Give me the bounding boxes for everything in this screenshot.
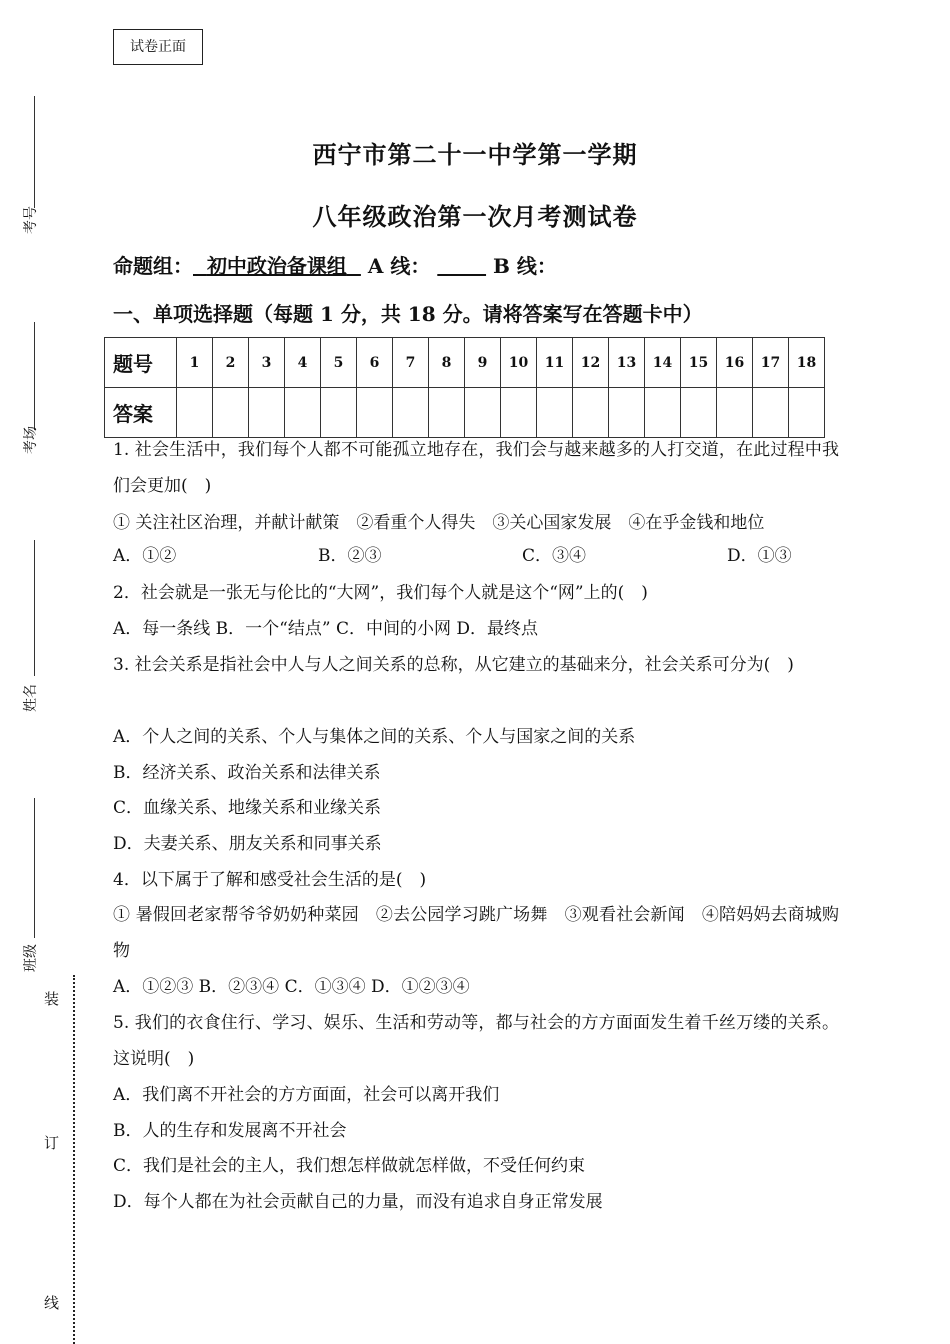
question-1-option-b: B．②③ bbox=[318, 546, 382, 566]
name-line bbox=[34, 540, 35, 676]
page-side-tag: 试卷正面 bbox=[113, 29, 203, 65]
question-1-option-d: D．①③ bbox=[727, 546, 792, 566]
binding-char-xian: 线 bbox=[44, 1294, 60, 1312]
question-number-cell: 4 bbox=[285, 338, 321, 388]
answer-row bbox=[105, 388, 825, 438]
question-2-options: A．每一条线 B．一个“结点” C．中间的小网 D．最终点 bbox=[113, 619, 538, 639]
answer-cell[interactable] bbox=[537, 388, 573, 438]
exam-title-school: 西宁市第二十一中学第一学期 bbox=[312, 140, 638, 169]
question-3-option-a: A．个人之间的关系、个人与集体之间的关系、个人与国家之间的关系 bbox=[113, 727, 636, 747]
answer-sheet-table bbox=[104, 337, 825, 438]
answer-cell[interactable] bbox=[429, 388, 465, 438]
question-number-cell: 12 bbox=[573, 338, 609, 388]
answer-cell[interactable] bbox=[321, 388, 357, 438]
question-1-items: ① 关注社区治理，并献计献策 ②看重个人得失 ③关心国家发展 ④在乎金钱和地位 bbox=[113, 513, 765, 533]
answer-cell[interactable] bbox=[645, 388, 681, 438]
question-4-options: A．①②③ B．②③④ C．①③④ D．①②③④ bbox=[113, 977, 470, 997]
answer-cell[interactable] bbox=[213, 388, 249, 438]
answer-cell[interactable] bbox=[249, 388, 285, 438]
question-number-cell: 11 bbox=[537, 338, 573, 388]
question-1-option-c: C．③④ bbox=[522, 546, 587, 566]
answer-cell[interactable] bbox=[177, 388, 213, 438]
group-label: 命题组： bbox=[113, 254, 193, 278]
answer-cell[interactable] bbox=[717, 388, 753, 438]
question-1-option-a: A．①② bbox=[113, 546, 177, 566]
exam-no-label: 考号 bbox=[23, 206, 39, 234]
question-number-cell: 14 bbox=[645, 338, 681, 388]
a-line-blank bbox=[437, 254, 486, 278]
question-number-cell: 9 bbox=[465, 338, 501, 388]
question-5-option-a: A．我们离不开社会的方方面面，社会可以离开我们 bbox=[113, 1085, 500, 1105]
group-value: 初中政治备课组 bbox=[206, 254, 347, 278]
exam-title-subject: 八年级政治第一次月考测试卷 bbox=[312, 202, 638, 231]
binding-char-zhuang: 装 bbox=[44, 990, 60, 1008]
exam-meta-line bbox=[113, 250, 557, 279]
class-label: 班级 bbox=[23, 944, 39, 972]
answer-cell[interactable] bbox=[393, 388, 429, 438]
question-4-items: ① 暑假回老家帮爷爷奶奶种菜园 ②去公园学习跳广场舞 ③观看社会新闻 ④陪妈妈去商城购物 bbox=[113, 905, 839, 961]
binding-dotted-line bbox=[73, 975, 75, 1344]
question-5-option-c: C．我们是社会的主人，我们想怎样做就怎样做，不受任何约束 bbox=[113, 1156, 586, 1176]
answer-cell[interactable] bbox=[609, 388, 645, 438]
exam-room-line bbox=[34, 322, 35, 430]
answer-cell[interactable] bbox=[465, 388, 501, 438]
question-2-stem: 2．社会就是一张无与伦比的“大网”，我们每个人就是这个“网”上的( ) bbox=[113, 583, 648, 603]
question-3-option-b: B．经济关系、政治关系和法律关系 bbox=[113, 763, 381, 783]
question-number-cell: 8 bbox=[429, 338, 465, 388]
question-number-cell: 1 bbox=[177, 338, 213, 388]
name-label: 姓名 bbox=[23, 684, 39, 712]
binding-char-ding: 订 bbox=[44, 1134, 60, 1152]
b-line-label: B 线： bbox=[493, 254, 557, 278]
question-number-cell: 15 bbox=[681, 338, 717, 388]
question-1-stem: 1. 社会生活中，我们每个人都不可能孤立地存在，我们会与越来越多的人打交道，在此过程中我们会更加( ) bbox=[113, 440, 839, 496]
answer-cell[interactable] bbox=[789, 388, 825, 438]
question-number-cell: 3 bbox=[249, 338, 285, 388]
question-number-cell: 13 bbox=[609, 338, 645, 388]
question-number-header: 题号 bbox=[105, 338, 177, 388]
answer-cell[interactable] bbox=[501, 388, 537, 438]
question-number-cell: 5 bbox=[321, 338, 357, 388]
section-heading: 一、单项选择题（每题 1 分，共 18 分。请将答案写在答题卡中） bbox=[113, 302, 703, 326]
a-line-label: A 线： bbox=[367, 254, 431, 278]
question-number-cell: 10 bbox=[501, 338, 537, 388]
exam-room-label: 考场 bbox=[23, 426, 39, 454]
question-3-stem: 3. 社会关系是指社会中人与人之间关系的总称，从它建立的基础来分，社会关系可分为( ) bbox=[113, 655, 794, 675]
question-number-cell: 6 bbox=[357, 338, 393, 388]
answer-cell[interactable] bbox=[753, 388, 789, 438]
question-number-row bbox=[105, 338, 825, 388]
question-number-cell: 16 bbox=[717, 338, 753, 388]
question-5-option-d: D．每个人都在为社会贡献自己的力量，而没有追求自身正常发展 bbox=[113, 1192, 603, 1212]
question-number-cell: 18 bbox=[789, 338, 825, 388]
answer-cell[interactable] bbox=[573, 388, 609, 438]
question-3-option-c: C．血缘关系、地缘关系和业缘关系 bbox=[113, 798, 382, 818]
question-number-cell: 7 bbox=[393, 338, 429, 388]
answer-cell[interactable] bbox=[285, 388, 321, 438]
question-number-cell: 17 bbox=[753, 338, 789, 388]
question-3-option-d: D．夫妻关系、朋友关系和同事关系 bbox=[113, 834, 382, 854]
question-number-cell: 2 bbox=[213, 338, 249, 388]
question-4-stem: 4．以下属于了解和感受社会生活的是( ) bbox=[113, 870, 427, 890]
question-5-option-b: B．人的生存和发展离不开社会 bbox=[113, 1121, 347, 1141]
class-line bbox=[34, 798, 35, 938]
question-5-stem: 5. 我们的衣食住行、学习、娱乐、生活和劳动等，都与社会的方方面面发生着千丝万缕的关系。这说明( ) bbox=[113, 1013, 839, 1069]
answer-header: 答案 bbox=[105, 388, 177, 438]
answer-cell[interactable] bbox=[681, 388, 717, 438]
answer-cell[interactable] bbox=[357, 388, 393, 438]
